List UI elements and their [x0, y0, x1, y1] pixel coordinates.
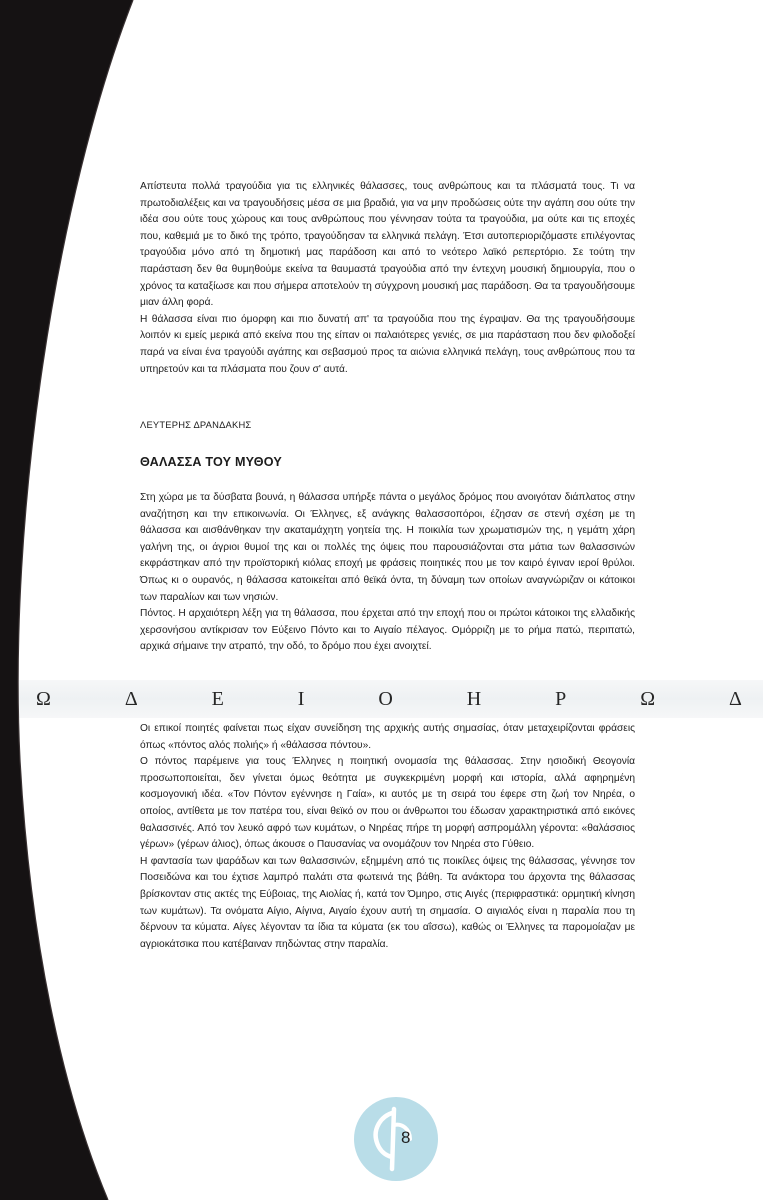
band-letter: Δ — [124, 687, 138, 710]
section-heading: ΘΑΛΑΣΣΑ ΤΟΥ ΜΥΘΟΥ — [140, 455, 283, 469]
band-letter: Ρ — [555, 687, 567, 710]
band-letter: Ε — [211, 687, 224, 710]
logo-icon — [354, 1097, 438, 1181]
page-number-badge — [354, 1097, 438, 1181]
band-letter: Ο — [378, 687, 393, 710]
paragraph: Πόντος. Η αρχαιότερη λέξη για τη θάλασσα, που έρχεται από την εποχή που οι πρώτοι κάτοικοι της ελλαδικής χερσονήσου αντίκρισαν τον Εύξεινο Πόντο και το Αιγαίο πέλαγος. Ομόρριζη με το ρήμα πατώ, περιπατώ, αρχικά σήμαινε την ατραπό, την οδό, το δρόμο που έχει ανοιχτεί. — [140, 608, 635, 653]
intro-text — [140, 179, 635, 378]
odeio-title-band — [0, 683, 763, 715]
band-letter: Ω — [36, 687, 51, 710]
paragraph: Η φαντασία των ψαράδων και των θαλασσινών, εξημμένη από τις ποικίλες όψεις της θάλασσας, γέννησε τον Ποσειδώνα και του έχτισε λαμπρό παλάτι στα φωτεινά της βάθη. Τα ανάκτορα του άρχοντα της θάλασσας βρίσκονταν στις ακτές της Εύβοιας, της Αιολίας ή, κατά τον Όμηρο, στις Αιγές (περιφραστικά: ορμητική κίνηση των κυμάτων). Τα ονόματα Αίγιο, Αίγινα, Αιγαίο έχουν αυτή τη σημασία. Ο αιγιαλός είναι η παραλία που τη δέρνουν τα κύματα. Αίγες λέγονταν τα ίδια τα κύματα (εκ του αΐσσω), καθώς οι Έλληνες τα παρομοίαζαν με αγριοκάτσικα που κατέβαιναν πηδώντας στην παραλία. — [140, 855, 635, 950]
band-letter: Η — [466, 687, 482, 710]
band-letter: Δ — [729, 687, 742, 710]
paragraph: Ο πόντος παρέμεινε για τους Έλληνες η ποιητική ονομασία της θάλασσας. Στην ησιοδική Θεογονία προσωποποιείται, δεν γίνεται όμως θεότητα με συγκεκριμένη μορφή και ιστορία, αλλά αφηρημένη κοσμογονική ιδέα. «Τον Πόντον εγέννησε η Γαία», κι αυτός με τη σειρά του έφερε στη ζωή τον Νηρέα, ο οποίος, αντίθετα με τον πατέρα του, είναι θεϊκό ον που οι άνθρωποι του έδωσαν χαρακτηριστικά από εικόνες θαλασσινές. Από τον λευκό αφρό των κυμάτων, ο Νηρέας πήρε τη μορφή ασπρομάλλη γέροντα: «θαλάσσιος γέρων» (γέρων άλιος), όπως άκουσε ο Παυσανίας να ονομάζουν τον Νηρέα στο Γύθειο. — [140, 756, 635, 851]
myth-text-part-1 — [140, 490, 635, 656]
page-number: 8 — [401, 1128, 411, 1147]
band-letter: Ι — [297, 687, 305, 710]
paragraph: Η θάλασσα είναι πιο όμορφη και πιο δυνατή απ' τα τραγούδια που της έγραψαν. Θα της τραγουδήσουμε λοιπόν κι εμείς μερικά από εκείνα που της είπαν οι παλαιότερες γενιές, σε μια παράσταση που δεν φιλοδοξεί παρά να είναι ένα τραγούδι αγάπης και σεβασμού προς τα αιώνια ελληνικά πελάγη, τους ανθρώπους που τα υπηρετούν και τα πλάσματα που ζουν σ' αυτά. — [140, 313, 635, 375]
paragraph: Στη χώρα με τα δύσβατα βουνά, η θάλασσα υπήρξε πάντα ο μεγάλος δρόμος που ανοιγόταν διάπλατος στην αναζήτηση και την επικοινωνία. Οι Έλληνες, εξ ανάγκης θαλασσοπόροι, έζησαν σε στενή σχέση με τη θάλασσα και αισθάνθηκαν την ακαταμάχητη γοητεία της. Η ποικιλία των χρωματισμών της, η γεμάτη χάρη γαλήνη της, οι άγριοι θυμοί της και οι πολλές της όψεις που παρουσιάζονται στα μάτια των θαλασσινών εκφράστηκαν από την προϊστορική κιόλας εποχή με φράσεις ποιητικές που με τον καιρό έγιναν ιεροί θρύλοι. Όπως κι ο ουρανός, η θάλασσα κατοικείται από θεϊκά όντα, τη δύναμη των οποίων αναγνώριζαν οι κάτοικοι των παραλίων και των νησιών. — [140, 492, 635, 603]
author-signature: ΛΕΥΤΕΡΗΣ ΔΡΑΝΔΑΚΗΣ — [140, 419, 252, 430]
band-letter: Ω — [640, 687, 656, 710]
paragraph: Απίστευτα πολλά τραγούδια για τις ελληνικές θάλασσες, τους ανθρώπους και τα πλάσματά τους. Τι να πρωτοδιαλέξεις και να τραγουδήσεις μέσα σε μια βραδιά, για να μην προδώσεις ούτε την αγάπη σου ούτε την ιδέα σου ούτε τους χώρους και τους ανθρώπους που γέννησαν τούτα τα τραγούδια, μα ούτε και τις εποχές που, καθεμιά με το δικό της τρόπο, τραγούδησαν τα ελληνικά πελάγη. Έτσι αυτοπεριοριζόμαστε επιλέγοντας τραγούδια μόνο από τη δημοτική μας παράδοση και από το νεότερο λαϊκό ρεπερτόριο. Σε τούτη την παράσταση δεν θα θυμηθούμε εκείνα τα θαυμαστά τραγούδια από την έντεχνη μουσική δημιουργία, που ο χρόνος τα καταξίωσε και που σήμερα αποτελούν τη σύγχρονη μουσική μας παράδοση. Θα τα τραγουδήσουμε μιαν άλλη φορά. — [140, 181, 635, 309]
myth-text-part-2 — [140, 721, 635, 953]
paragraph: Οι επικοί ποιητές φαίνεται πως είχαν συνείδηση της αρχικής αυτής σημασίας, όταν μεταχειρίζονται φράσεις όπως «πόντος αλός πολιής» ή «θάλασσα πόντου». — [140, 723, 635, 751]
